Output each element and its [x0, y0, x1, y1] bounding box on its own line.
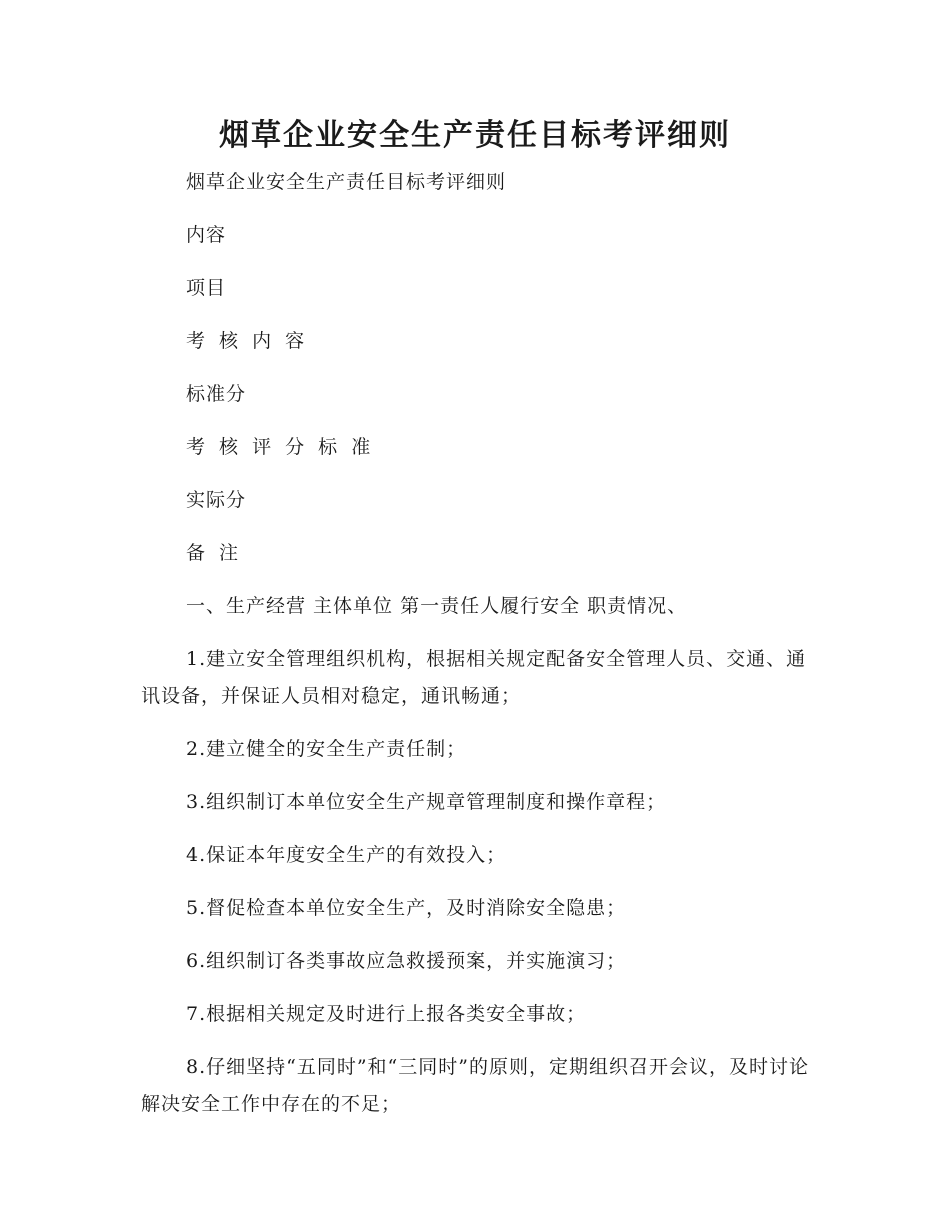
paragraph-item-4: 4.保证本年度安全生产的有效投入； — [186, 844, 507, 866]
document-title: 烟草企业安全生产责任目标考评细则 — [219, 118, 731, 153]
document-body — [141, 164, 811, 1139]
paragraph-item: 项目 — [186, 277, 227, 299]
paragraph-item-5: 5.督促检查本单位安全生产，及时消除安全隐患； — [186, 897, 627, 919]
paragraph-item-3: 3.组织制订本单位安全生产规章管理制度和操作章程； — [186, 791, 667, 813]
paragraph-standard-score: 标准分 — [186, 383, 247, 405]
paragraph-remarks: 备 注 — [186, 542, 240, 564]
paragraph-section-one: 一、生产经营 主体单位 第一责任人履行安全 职责情况、 — [186, 595, 688, 617]
paragraph-assessment-content: 考 核 内 容 — [186, 330, 306, 352]
paragraph-item-7: 7.根据相关规定及时进行上报各类安全事故； — [186, 1003, 587, 1025]
paragraph-item-2: 2.建立健全的安全生产责任制； — [186, 738, 467, 760]
paragraph-item-6: 6.组织制订各类事故应急救援预案，并实施演习； — [186, 950, 627, 972]
paragraph-subtitle: 烟草企业安全生产责任目标考评细则 — [186, 171, 507, 193]
paragraph-item-8: 8.仔细坚持“五同时”和“三同时”的原则，定期组织召开会议，及时讨论解决安全工作中存在的不足； — [141, 1056, 809, 1115]
paragraph-item-1: 1.建立安全管理组织机构，根据相关规定配备安全管理人员、交通、通讯设备，并保证人员相对稳定，通讯畅通； — [141, 648, 807, 707]
paragraph-content: 内容 — [186, 224, 227, 246]
paragraph-scoring-standard: 考 核 评 分 标 准 — [186, 436, 372, 458]
paragraph-actual-score: 实际分 — [186, 489, 247, 511]
